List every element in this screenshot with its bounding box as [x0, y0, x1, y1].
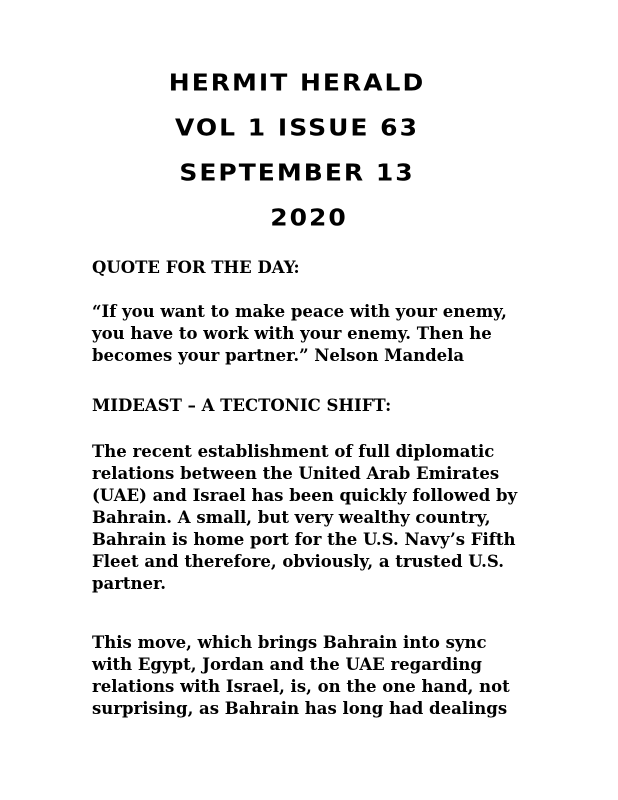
- quote-line: becomes your partner.” Nelson Mandela: [92, 346, 465, 365]
- paragraph-line: with Egypt, Jordan and the UAE regarding: [92, 655, 482, 674]
- paragraph-line: (UAE) and Israel has been quickly followed by: [92, 486, 518, 505]
- paragraph-line: surprising, as Bahrain has long had dealings: [92, 699, 508, 718]
- paragraph-line: partner.: [92, 574, 166, 593]
- quote-heading: QUOTE FOR THE DAY:: [92, 258, 300, 277]
- quote-line: you have to work with your enemy. Then he: [92, 324, 492, 343]
- quote-text: [92, 301, 532, 367]
- paragraph-line: This move, which brings Bahrain into sync: [92, 633, 487, 652]
- paragraph-line: Fleet and therefore, obviously, a trusted U.S.: [92, 552, 504, 571]
- volume-issue: VOL 1 ISSUE 63: [175, 114, 419, 141]
- mideast-paragraph-2: [92, 632, 532, 720]
- paragraph-line: The recent establishment of full diplomatic: [92, 442, 495, 461]
- paragraph-line: relations between the United Arab Emirates: [92, 464, 500, 483]
- issue-date: SEPTEMBER 13: [179, 159, 415, 186]
- quote-line: “If you want to make peace with your enemy,: [92, 302, 507, 321]
- paragraph-line: Bahrain is home port for the U.S. Navy’s Fifth: [92, 530, 516, 549]
- paragraph-line: Bahrain. A small, but very wealthy country,: [92, 508, 491, 527]
- newsletter-title: HERMIT HERALD: [168, 69, 426, 96]
- mideast-paragraph-1: [92, 441, 532, 595]
- mideast-heading: MIDEAST – A TECTONIC SHIFT:: [92, 396, 392, 415]
- issue-year: 2020: [270, 204, 348, 231]
- paragraph-line: relations with Israel, is, on the one hand, not: [92, 677, 510, 696]
